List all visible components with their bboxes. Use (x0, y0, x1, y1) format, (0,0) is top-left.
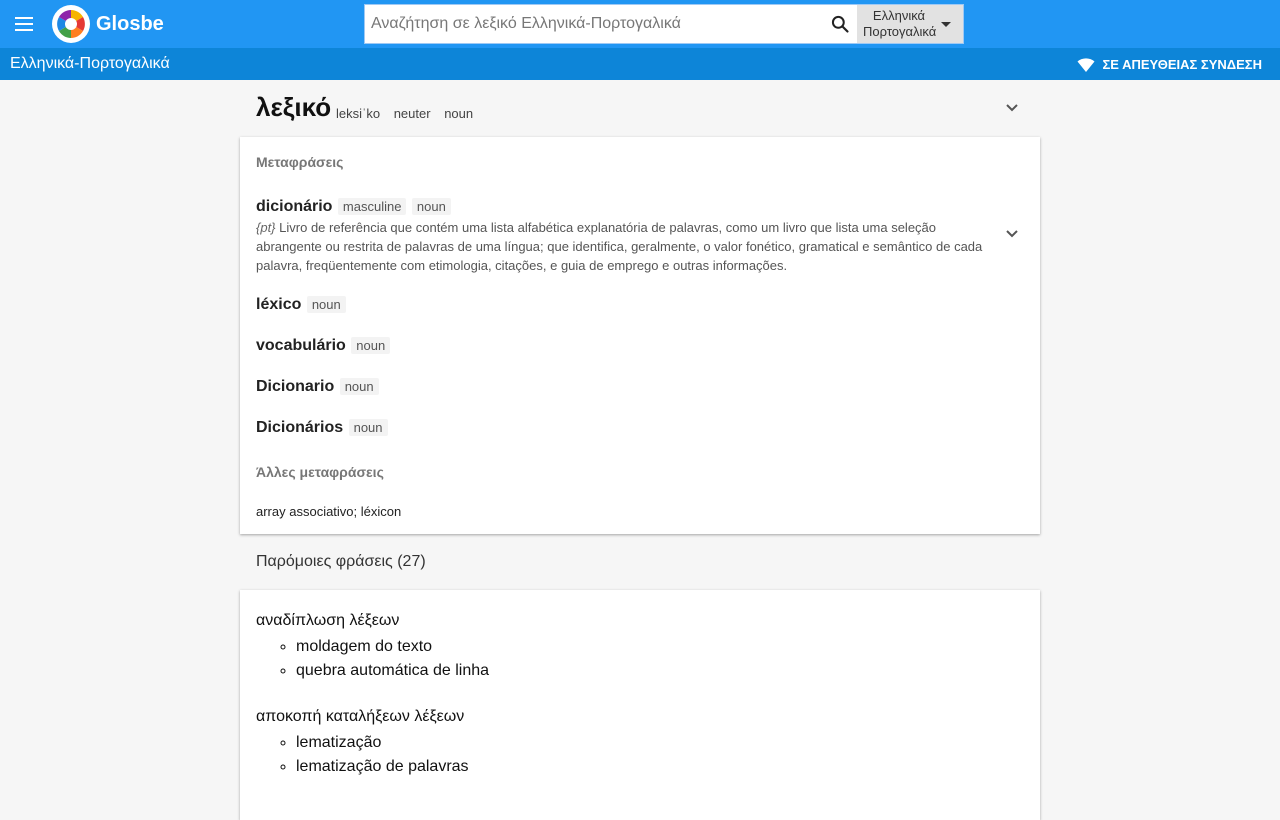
wifi-icon (1077, 58, 1095, 72)
phrase-translation[interactable]: ◦ quebra automática de linha (296, 659, 489, 683)
translation-word[interactable]: vocabulário (256, 337, 346, 354)
menu-icon[interactable] (12, 12, 36, 36)
glosbe-logo-icon (52, 5, 90, 43)
pos-tag: noun (412, 198, 451, 215)
definition-language: {pt} (256, 220, 276, 235)
source-language: Ελληνικά (872, 8, 926, 23)
translation-item[interactable] (256, 419, 388, 437)
other-translations-heading: Άλλες μεταφράσεις (256, 464, 384, 480)
similar-phrase-group (256, 611, 489, 683)
translation-item[interactable] (256, 198, 451, 216)
similar-phrases-card (240, 590, 1040, 820)
online-status-label: ΣΕ ΑΠΕΥΘΕΙΑΣ ΣΥΝΔΕΣΗ (1102, 57, 1262, 72)
phrase-translation-list (256, 731, 469, 779)
gender-tag: masculine (338, 198, 407, 215)
pos-tag: noun (307, 296, 346, 313)
chevron-down-icon[interactable] (1002, 98, 1022, 118)
entry-meta (336, 106, 483, 121)
brand-name: Glosbe (96, 12, 164, 35)
phrase-translation[interactable]: ◦ lematização (296, 731, 469, 755)
similar-phrases-heading: Παρόμοιες φράσεις (27) (256, 553, 426, 570)
translation-word[interactable]: Dicionario (256, 378, 335, 395)
dictionary-pair-title: Ελληνικά-Πορτογαλικά (10, 55, 170, 72)
search-button[interactable] (823, 5, 857, 43)
similar-phrase[interactable]: αναδίπλωση λέξεων (256, 612, 400, 629)
language-pair-bar (0, 48, 1280, 80)
search-icon (830, 14, 850, 34)
search-input[interactable] (365, 5, 823, 43)
pos-tag: noun (351, 337, 390, 354)
pos-tag: noun (340, 378, 379, 395)
gender-tag: neuter (393, 106, 431, 121)
translation-definition (256, 218, 986, 275)
pronunciation: leksiˈko (336, 106, 381, 121)
translation-word[interactable]: dicionário (256, 198, 333, 215)
translation-item[interactable] (256, 378, 379, 396)
top-app-bar (0, 0, 1280, 48)
phrase-translation-list (256, 635, 489, 683)
online-status (1077, 57, 1263, 72)
other-translations-text: array associativo; léxicon (256, 504, 402, 519)
search-bar (364, 4, 964, 44)
phrase-translation[interactable]: ◦ lematização de palavras (296, 755, 469, 779)
pos-tag: noun (444, 106, 474, 121)
translation-word[interactable]: léxico (256, 296, 302, 313)
phrase-translation[interactable]: ◦ moldagem do texto (296, 635, 489, 659)
chevron-down-icon[interactable] (1002, 224, 1022, 244)
pos-tag: noun (349, 419, 388, 436)
headword: λεξικό (256, 92, 332, 122)
translation-item[interactable] (256, 337, 390, 355)
entry-header (240, 80, 1040, 137)
target-language: Πορτογαλικά (863, 24, 937, 39)
similar-phrase[interactable]: αποκοπή καταλήξεων λέξεων (256, 708, 465, 725)
language-pair-select[interactable] (857, 5, 963, 43)
translations-card (240, 137, 1040, 534)
translations-heading: Μεταφράσεις (256, 154, 344, 170)
similar-phrase-group (256, 707, 469, 779)
glosbe-logo-link[interactable] (52, 4, 164, 44)
translation-item[interactable] (256, 296, 346, 314)
language-pair-label (863, 8, 935, 40)
translation-word[interactable]: Dicionários (256, 419, 344, 436)
dropdown-arrow-icon (941, 22, 951, 27)
main-content (240, 80, 1040, 534)
definition-text: Livro de referência que contém uma lista alfabética explanatória de palavras, como um livro que lista uma seleção abrangente ou restrita de palavras de uma língua; que identifica, geralmente, o valor fonético, gramatical e semântico de cada palavra, freqüentemente com etimologia, citações, e guia de emprego e outras informações. (256, 220, 983, 273)
